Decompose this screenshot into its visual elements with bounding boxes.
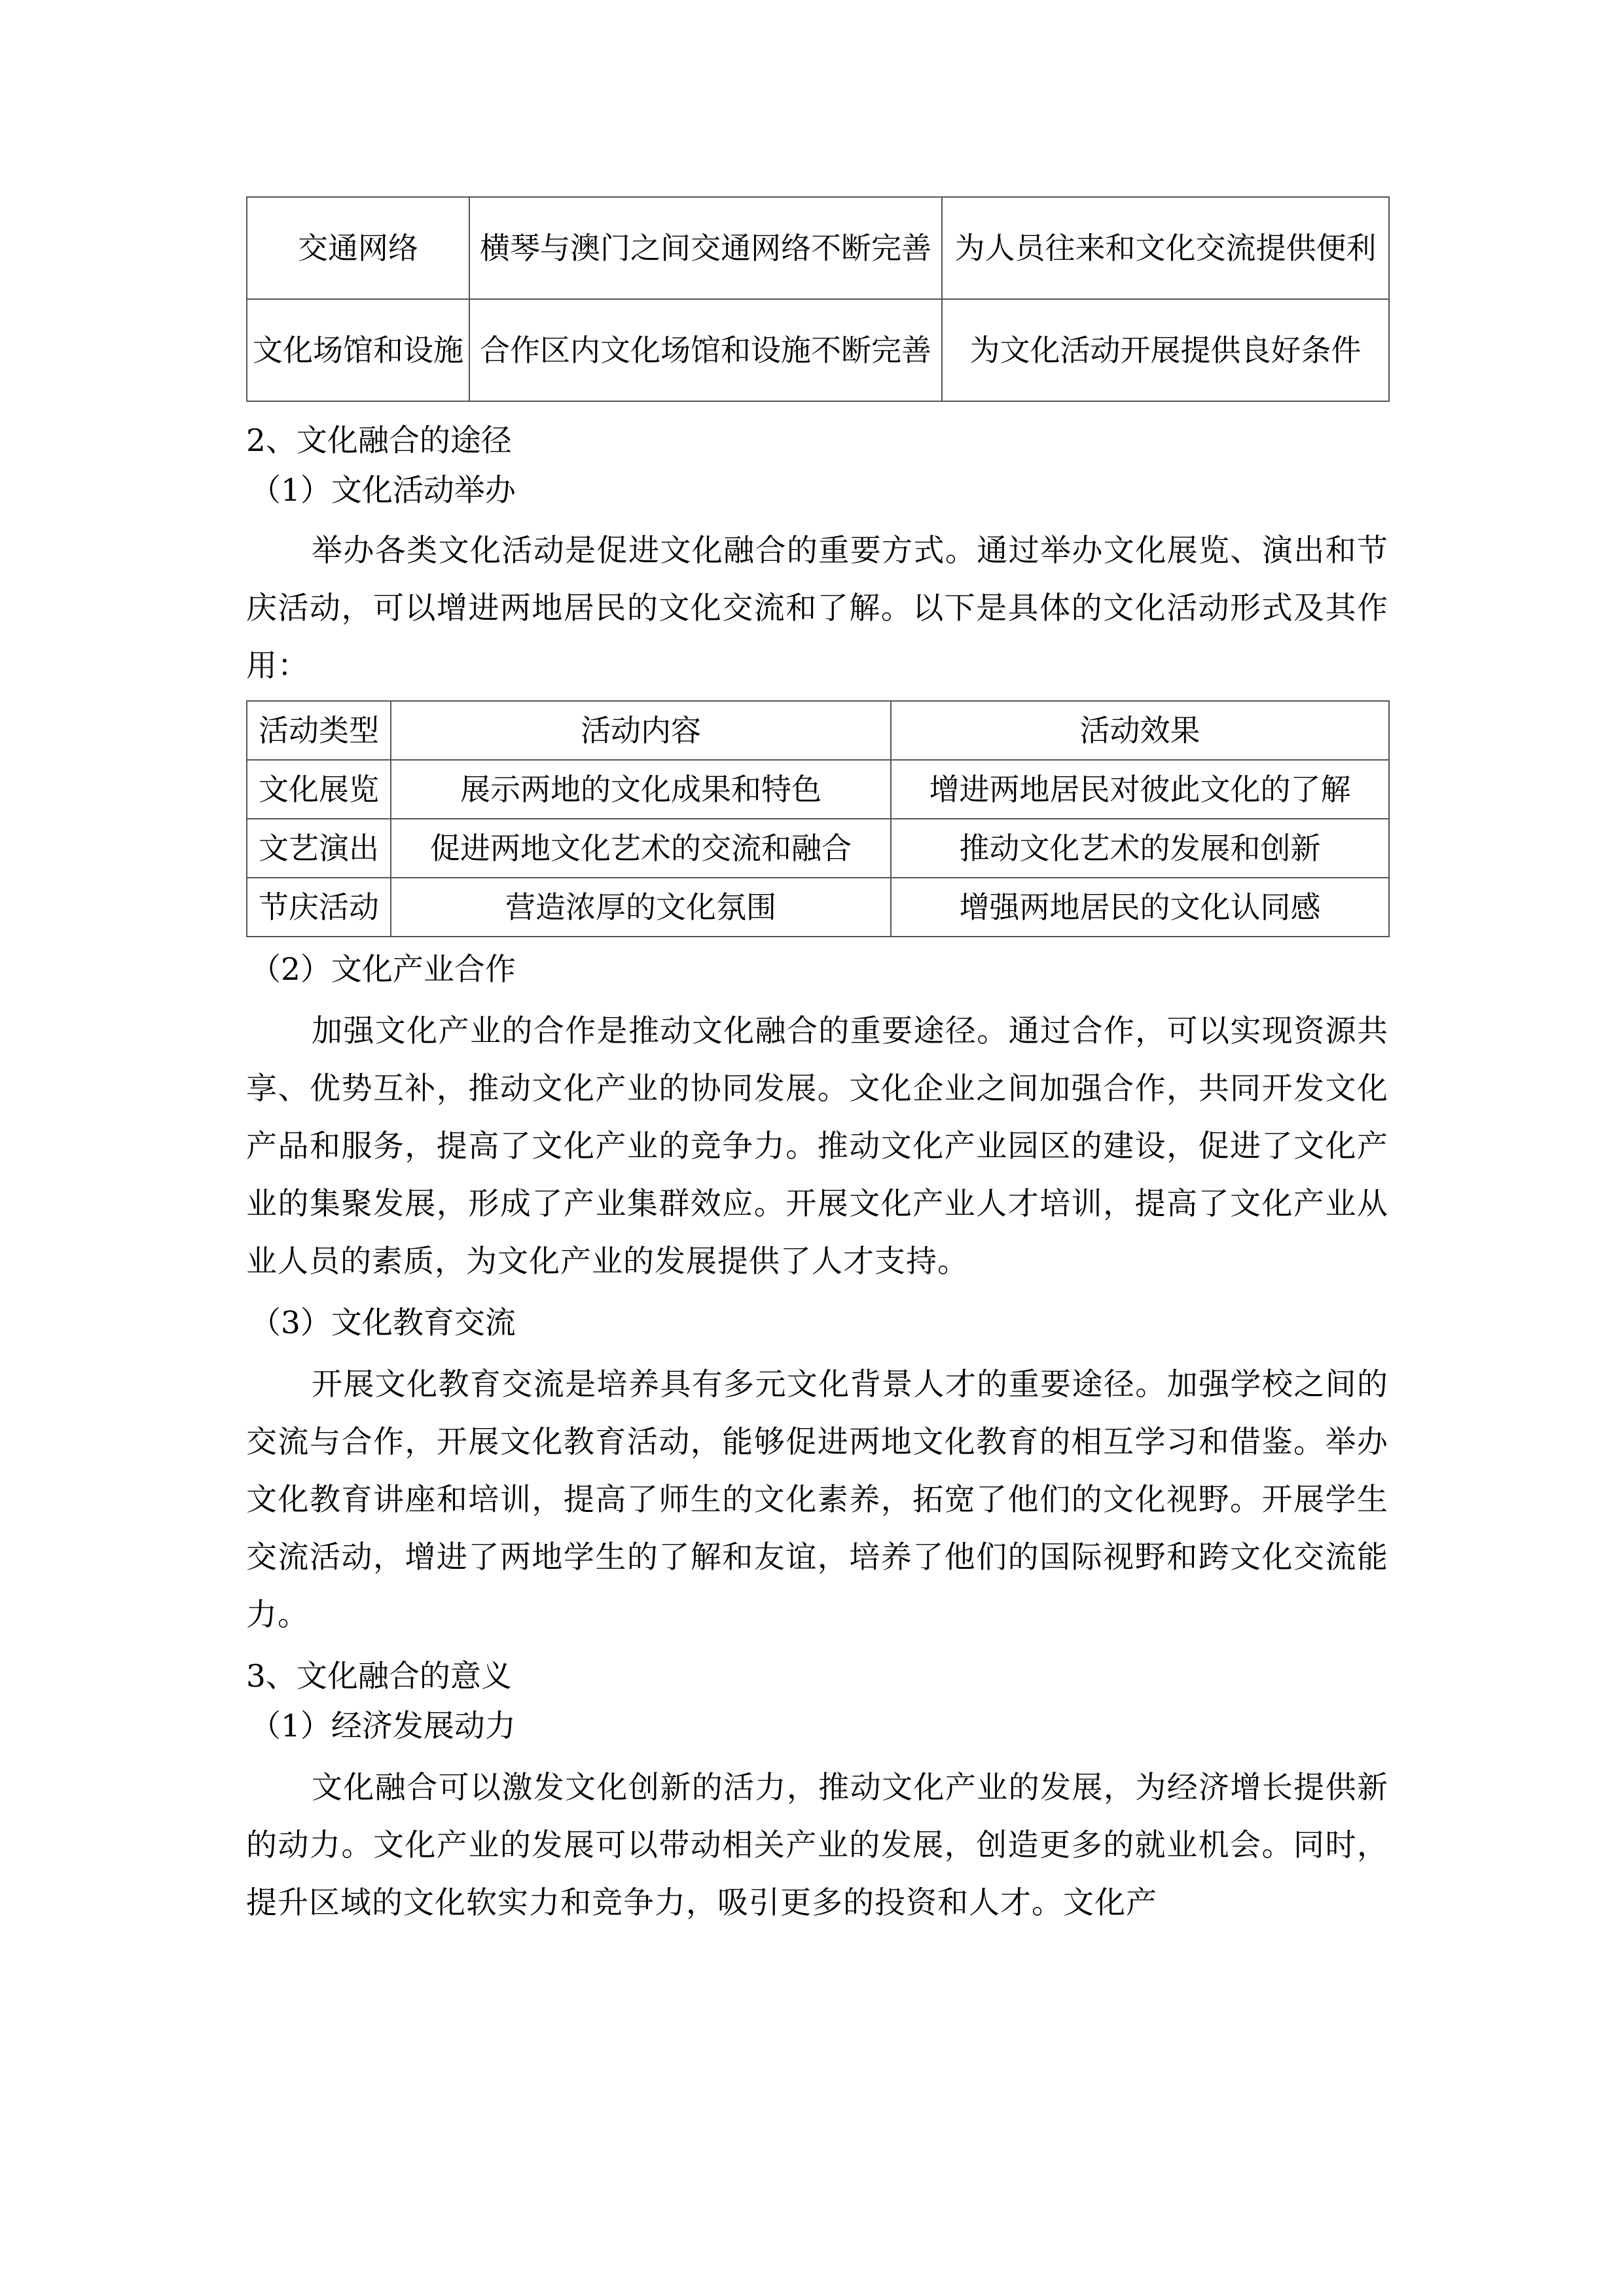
table-row — [247, 819, 1389, 878]
paragraph: 开展文化教育交流是培养具有多元文化背景人才的重要途径。加强学校之间的交流与合作，开展文化教育活动，能够促进两地文化教育的相互学习和借鉴。举办文化教育讲座和培训，提高了师生的文化素养，拓宽了他们的文化视野。开展学生交流活动，增进了两地学生的了解和友谊，培养了他们的国际视野和跨文化交流能力。 — [246, 1367, 1388, 1633]
section-heading: 2、文化融合的途径 — [246, 423, 512, 459]
table-cell: 文化展览 — [247, 760, 391, 819]
table-cell: 推动文化艺术的发展和创新 — [891, 819, 1389, 878]
subsection-heading: （1）经济发展动力 — [250, 1708, 516, 1744]
table-row — [247, 760, 1389, 819]
infrastructure-table — [246, 196, 1390, 402]
table-cell: 促进两地文化艺术的交流和融合 — [391, 819, 891, 878]
table-cell: 合作区内文化场馆和设施不断完善 — [469, 299, 942, 401]
section-heading: 3、文化融合的意义 — [246, 1659, 512, 1695]
table-cell: 增强两地居民的文化认同感 — [891, 878, 1389, 937]
subsection-heading: （1）文化活动举办 — [250, 473, 516, 509]
table-header-cell: 活动类型 — [247, 701, 391, 760]
table-cell: 交通网络 — [247, 197, 469, 299]
subsection-heading: （3）文化教育交流 — [250, 1305, 516, 1341]
table-cell: 为文化活动开展提供良好条件 — [942, 299, 1389, 401]
table-cell: 横琴与澳门之间交通网络不断完善 — [469, 197, 942, 299]
table-row — [247, 878, 1389, 937]
paragraph: 举办各类文化活动是促进文化融合的重要方式。通过举办文化展览、演出和节庆活动，可以增进两地居民的文化交流和了解。以下是具体的文化活动形式及其作用： — [246, 533, 1388, 684]
table-cell: 展示两地的文化成果和特色 — [391, 760, 891, 819]
table-cell: 增进两地居民对彼此文化的了解 — [891, 760, 1389, 819]
table-cell: 文艺演出 — [247, 819, 391, 878]
table-row — [247, 299, 1389, 401]
table-header-row — [247, 701, 1389, 760]
table-header-cell: 活动内容 — [391, 701, 891, 760]
table-cell: 为人员往来和文化交流提供便利 — [942, 197, 1389, 299]
table-cell: 文化场馆和设施 — [247, 299, 469, 401]
activities-table — [246, 700, 1390, 937]
subsection-heading: （2）文化产业合作 — [250, 952, 516, 988]
paragraph: 文化融合可以激发文化创新的活力，推动文化产业的发展，为经济增长提供新的动力。文化产业的发展可以带动相关产业的发展，创造更多的就业机会。同时，提升区域的文化软实力和竞争力，吸引更多的投资和人才。文化产 — [246, 1770, 1388, 1921]
document-page — [246, 196, 1388, 1932]
table-cell: 营造浓厚的文化氛围 — [391, 878, 891, 937]
table-cell: 节庆活动 — [247, 878, 391, 937]
table-row — [247, 197, 1389, 299]
table-header-cell: 活动效果 — [891, 701, 1389, 760]
paragraph: 加强文化产业的合作是推动文化融合的重要途径。通过合作，可以实现资源共享、优势互补，推动文化产业的协同发展。文化企业之间加强合作，共同开发文化产品和服务，提高了文化产业的竞争力。推动文化产业园区的建设，促进了文化产业的集聚发展，形成了产业集群效应。开展文化产业人才培训，提高了文化产业从业人员的素质，为文化产业的发展提供了人才支持。 — [246, 1013, 1388, 1280]
